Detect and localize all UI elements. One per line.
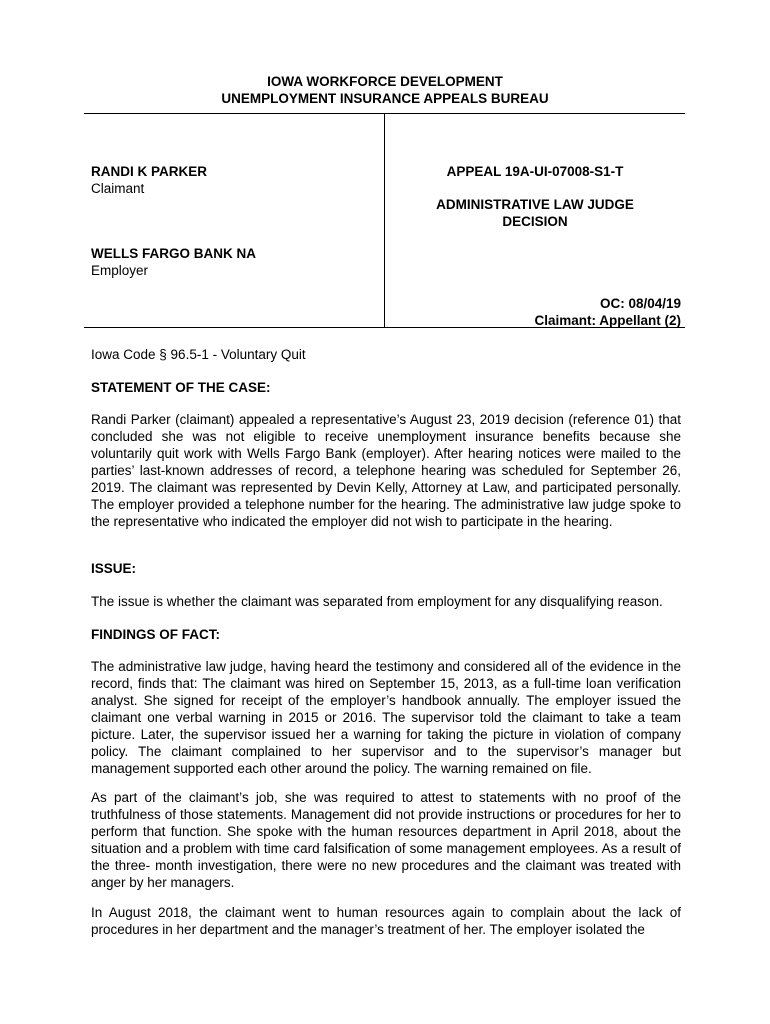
employer-name: WELLS FARGO BANK NA xyxy=(91,246,256,261)
decision-line-1: ADMINISTRATIVE LAW JUDGE xyxy=(436,197,634,212)
code-reference: Iowa Code § 96.5-1 - Voluntary Quit xyxy=(91,347,306,362)
claimant-name: RANDI K PARKER xyxy=(91,164,208,179)
claimant-appellant: Claimant: Appellant (2) xyxy=(534,313,681,328)
claimant-block xyxy=(91,163,207,197)
findings-paragraph-1: The administrative law judge, having heard the testimony and considered all of the evidence in the record, finds that: The claimant was hired on September 15, 2013, as a full-time loan verification analyst. She signed for receipt of the employer’s handbook annually. The employer issued the claimant one verbal warning in 2015 or 2016. The supervisor told the claimant to take a team picture. Later, the supervisor issued her a warning for taking the picture in violation of company policy. The claimant complained to her supervisor and to the supervisor’s manager but management supported each other around the policy. The warning remained on file. xyxy=(91,659,681,776)
issue-paragraph: The issue is whether the claimant was separated from employment for any disqualifying reason. xyxy=(91,594,663,609)
findings-paragraph-2: As part of the claimant’s job, she was required to attest to statements with no proof of the truthfulness of those statements. Management did not provide instructions or procedures for her to perform that function. She spoke with the human resources department in April 2018, about the situation and a problem with time card falsification of some management employees. As a result of the three- month investigation, there were no new procedures and the claimant was treated with anger by her managers. xyxy=(91,790,681,890)
appeal-number: APPEAL 19A-UI-07008-S1-T xyxy=(446,164,624,179)
agency-name: IOWA WORKFORCE DEVELOPMENT xyxy=(267,74,503,89)
decision-line-2: DECISION xyxy=(502,214,568,229)
oc-date: OC: 08/04/19 xyxy=(599,296,681,311)
claimant-role: Claimant xyxy=(91,181,145,196)
bureau-name: UNEMPLOYMENT INSURANCE APPEALS BUREAU xyxy=(221,91,549,106)
document-header xyxy=(0,73,770,107)
issue-heading: ISSUE: xyxy=(91,561,137,576)
findings-paragraph-3: In August 2018, the claimant went to human resources again to complain about the lack of procedures in her department and the manager’s treatment of her. The employer isolated the xyxy=(91,905,681,937)
statement-paragraph: Randi Parker (claimant) appealed a representative’s August 23, 2019 decision (reference 01) that concluded she was not eligible to receive unemployment insurance benefits because she voluntarily quit work with Wells Fargo Bank (employer). After hearing notices were mailed to the parties’ last-known addresses of record, a telephone hearing was scheduled for September 26, 2019. The claimant was represented by Devin Kelly, Attorney at Law, and participated personally. The employer provided a telephone number for the hearing. The administrative law judge spoke to the representative who indicated the employer did not wish to participate in the hearing. xyxy=(91,412,681,529)
oc-claimant-block xyxy=(385,295,681,329)
statement-heading: STATEMENT OF THE CASE: xyxy=(91,380,271,395)
employer-block xyxy=(91,245,256,279)
decision-title xyxy=(385,196,685,230)
findings-heading: FINDINGS OF FACT: xyxy=(91,627,220,642)
employer-role: Employer xyxy=(91,263,149,278)
